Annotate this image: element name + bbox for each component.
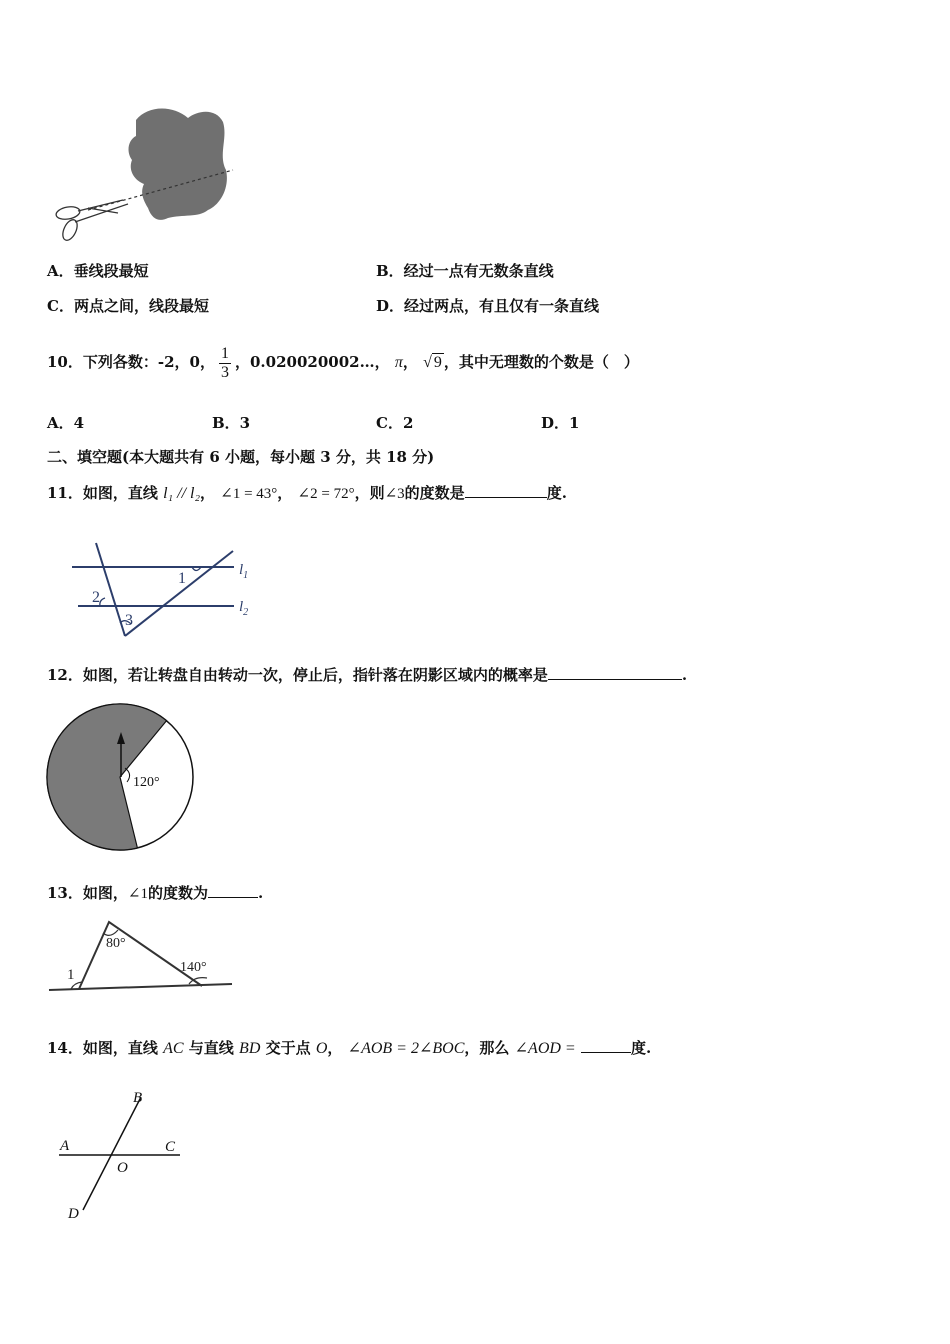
transversal-right (125, 551, 233, 636)
fig11-l1-letter: l (239, 562, 244, 578)
fig11-l1-sub: 1 (243, 570, 249, 581)
q12-spinner-figure (44, 700, 199, 855)
q13-end: . (257, 884, 264, 902)
leaf-scissors-figure (48, 100, 238, 245)
q10-pi: π (394, 354, 403, 371)
q11-prefix: 11．如图，直线 (47, 484, 158, 502)
q14-mid2: 交于点 (265, 1039, 311, 1057)
q12-stem (47, 665, 687, 685)
q10-items: -2，0， (157, 353, 215, 371)
q11-comma1: ， (200, 484, 216, 502)
base-line (49, 984, 232, 990)
fig13-label-140: 140° (180, 960, 207, 975)
scissors-icon (55, 200, 128, 243)
q13-angle: ∠1 (127, 886, 148, 902)
q11-angle3: ∠3 (384, 486, 405, 502)
q10-tail: ，其中无理数的个数是（ ） (443, 353, 639, 371)
fig11-l2-sub: 2 (243, 607, 249, 618)
q14-intersecting-lines-figure (55, 1084, 195, 1224)
q14-relation: ∠AOB = 2∠BOC (347, 1040, 465, 1057)
q13-text: 13．如图， (47, 884, 128, 902)
q10-stem (47, 342, 639, 383)
q10-option-c: C．2 (376, 414, 414, 432)
q11-parallel: l₁ // l₂ (163, 485, 201, 502)
q11-answer-blank[interactable] (465, 483, 547, 498)
q14-mid3: ，那么 (464, 1039, 510, 1057)
q11-parallel-lines-figure (68, 538, 268, 638)
fig11-l2-letter: l (239, 599, 244, 615)
q14-comma: ， (327, 1039, 343, 1057)
q11-suffix: 的度数是 (404, 484, 465, 502)
triangle-sides (79, 922, 202, 989)
q10-number: 10．下列各数： (47, 353, 158, 371)
q10-option-a: A．4 (47, 414, 85, 432)
q10-sep2: ， (402, 353, 418, 371)
q11-angle1: ∠1 = 43° (220, 486, 278, 502)
q10-frac-den: 3 (220, 363, 229, 381)
q10-decimal: 0.020020002…， (250, 353, 390, 371)
q13-stem (47, 883, 263, 904)
q14-ac: AC (163, 1040, 184, 1057)
q11-angle2: ∠2 = 72° (297, 486, 355, 502)
line-bd (83, 1097, 141, 1210)
fig14-label-b: B (133, 1090, 143, 1106)
section2-title: 二、填空题(本大题共有 6 小题，每小题 3 分，共 18 分) (47, 448, 435, 466)
q11-comma3: ，则 (354, 484, 385, 502)
q14-aod: ∠AOD = (514, 1040, 576, 1057)
fig11-label-3: 3 (125, 612, 133, 629)
fig14-label-o: O (117, 1160, 128, 1176)
fig11-label-2: 2 (92, 589, 100, 606)
q14-o: O (315, 1040, 328, 1057)
q10-option-d: D．1 (541, 414, 580, 432)
q14-stem (47, 1038, 651, 1059)
q9-option-b: B．经过一点有无数条直线 (376, 262, 554, 280)
q10-option-b: B．3 (212, 414, 251, 432)
q14-unit: 度. (630, 1039, 652, 1057)
fig14-label-a: A (60, 1138, 70, 1154)
q14-prefix: 14．如图，直线 (47, 1039, 158, 1057)
q9-option-a: A．垂线段最短 (47, 262, 149, 280)
q10-sqrt: √ 9 (423, 354, 442, 371)
q14-answer-blank[interactable] (581, 1038, 631, 1053)
q10-fraction (219, 345, 231, 382)
fig11-label-1: 1 (178, 570, 186, 587)
fig13-label-1: 1 (67, 967, 75, 983)
q11-stem (47, 483, 567, 504)
fig11-label-l2 (239, 599, 248, 618)
q14-mid1: 与直线 (188, 1039, 234, 1057)
fig13-label-80: 80° (106, 936, 126, 951)
q10-sqrt-val: 9 (433, 354, 442, 371)
q14-bd: BD (239, 1040, 261, 1057)
q10-frac-num: 1 (220, 344, 229, 362)
q13-answer-blank[interactable] (208, 883, 258, 898)
q10-sep1: ， (234, 353, 250, 371)
q12-answer-blank[interactable] (548, 665, 682, 680)
fig14-label-d: D (68, 1206, 79, 1222)
q13-triangle-figure (47, 914, 237, 996)
fig11-label-l1 (239, 562, 248, 581)
q13-text2: 的度数为 (147, 884, 208, 902)
q12-text: 12．如图，若让转盘自由转动一次，停止后，指针落在阴影区域内的概率是 (47, 666, 548, 684)
q9-option-d: D．经过两点，有且仅有一条直线 (376, 297, 600, 315)
q11-unit: 度. (546, 484, 567, 502)
fig12-angle-label: 120° (133, 775, 160, 790)
fig14-label-c: C (165, 1139, 176, 1155)
leaf-shape (129, 108, 227, 219)
q9-option-c: C．两点之间，线段最短 (47, 297, 209, 315)
q12-end: . (681, 666, 688, 684)
q11-comma2: ， (277, 484, 293, 502)
